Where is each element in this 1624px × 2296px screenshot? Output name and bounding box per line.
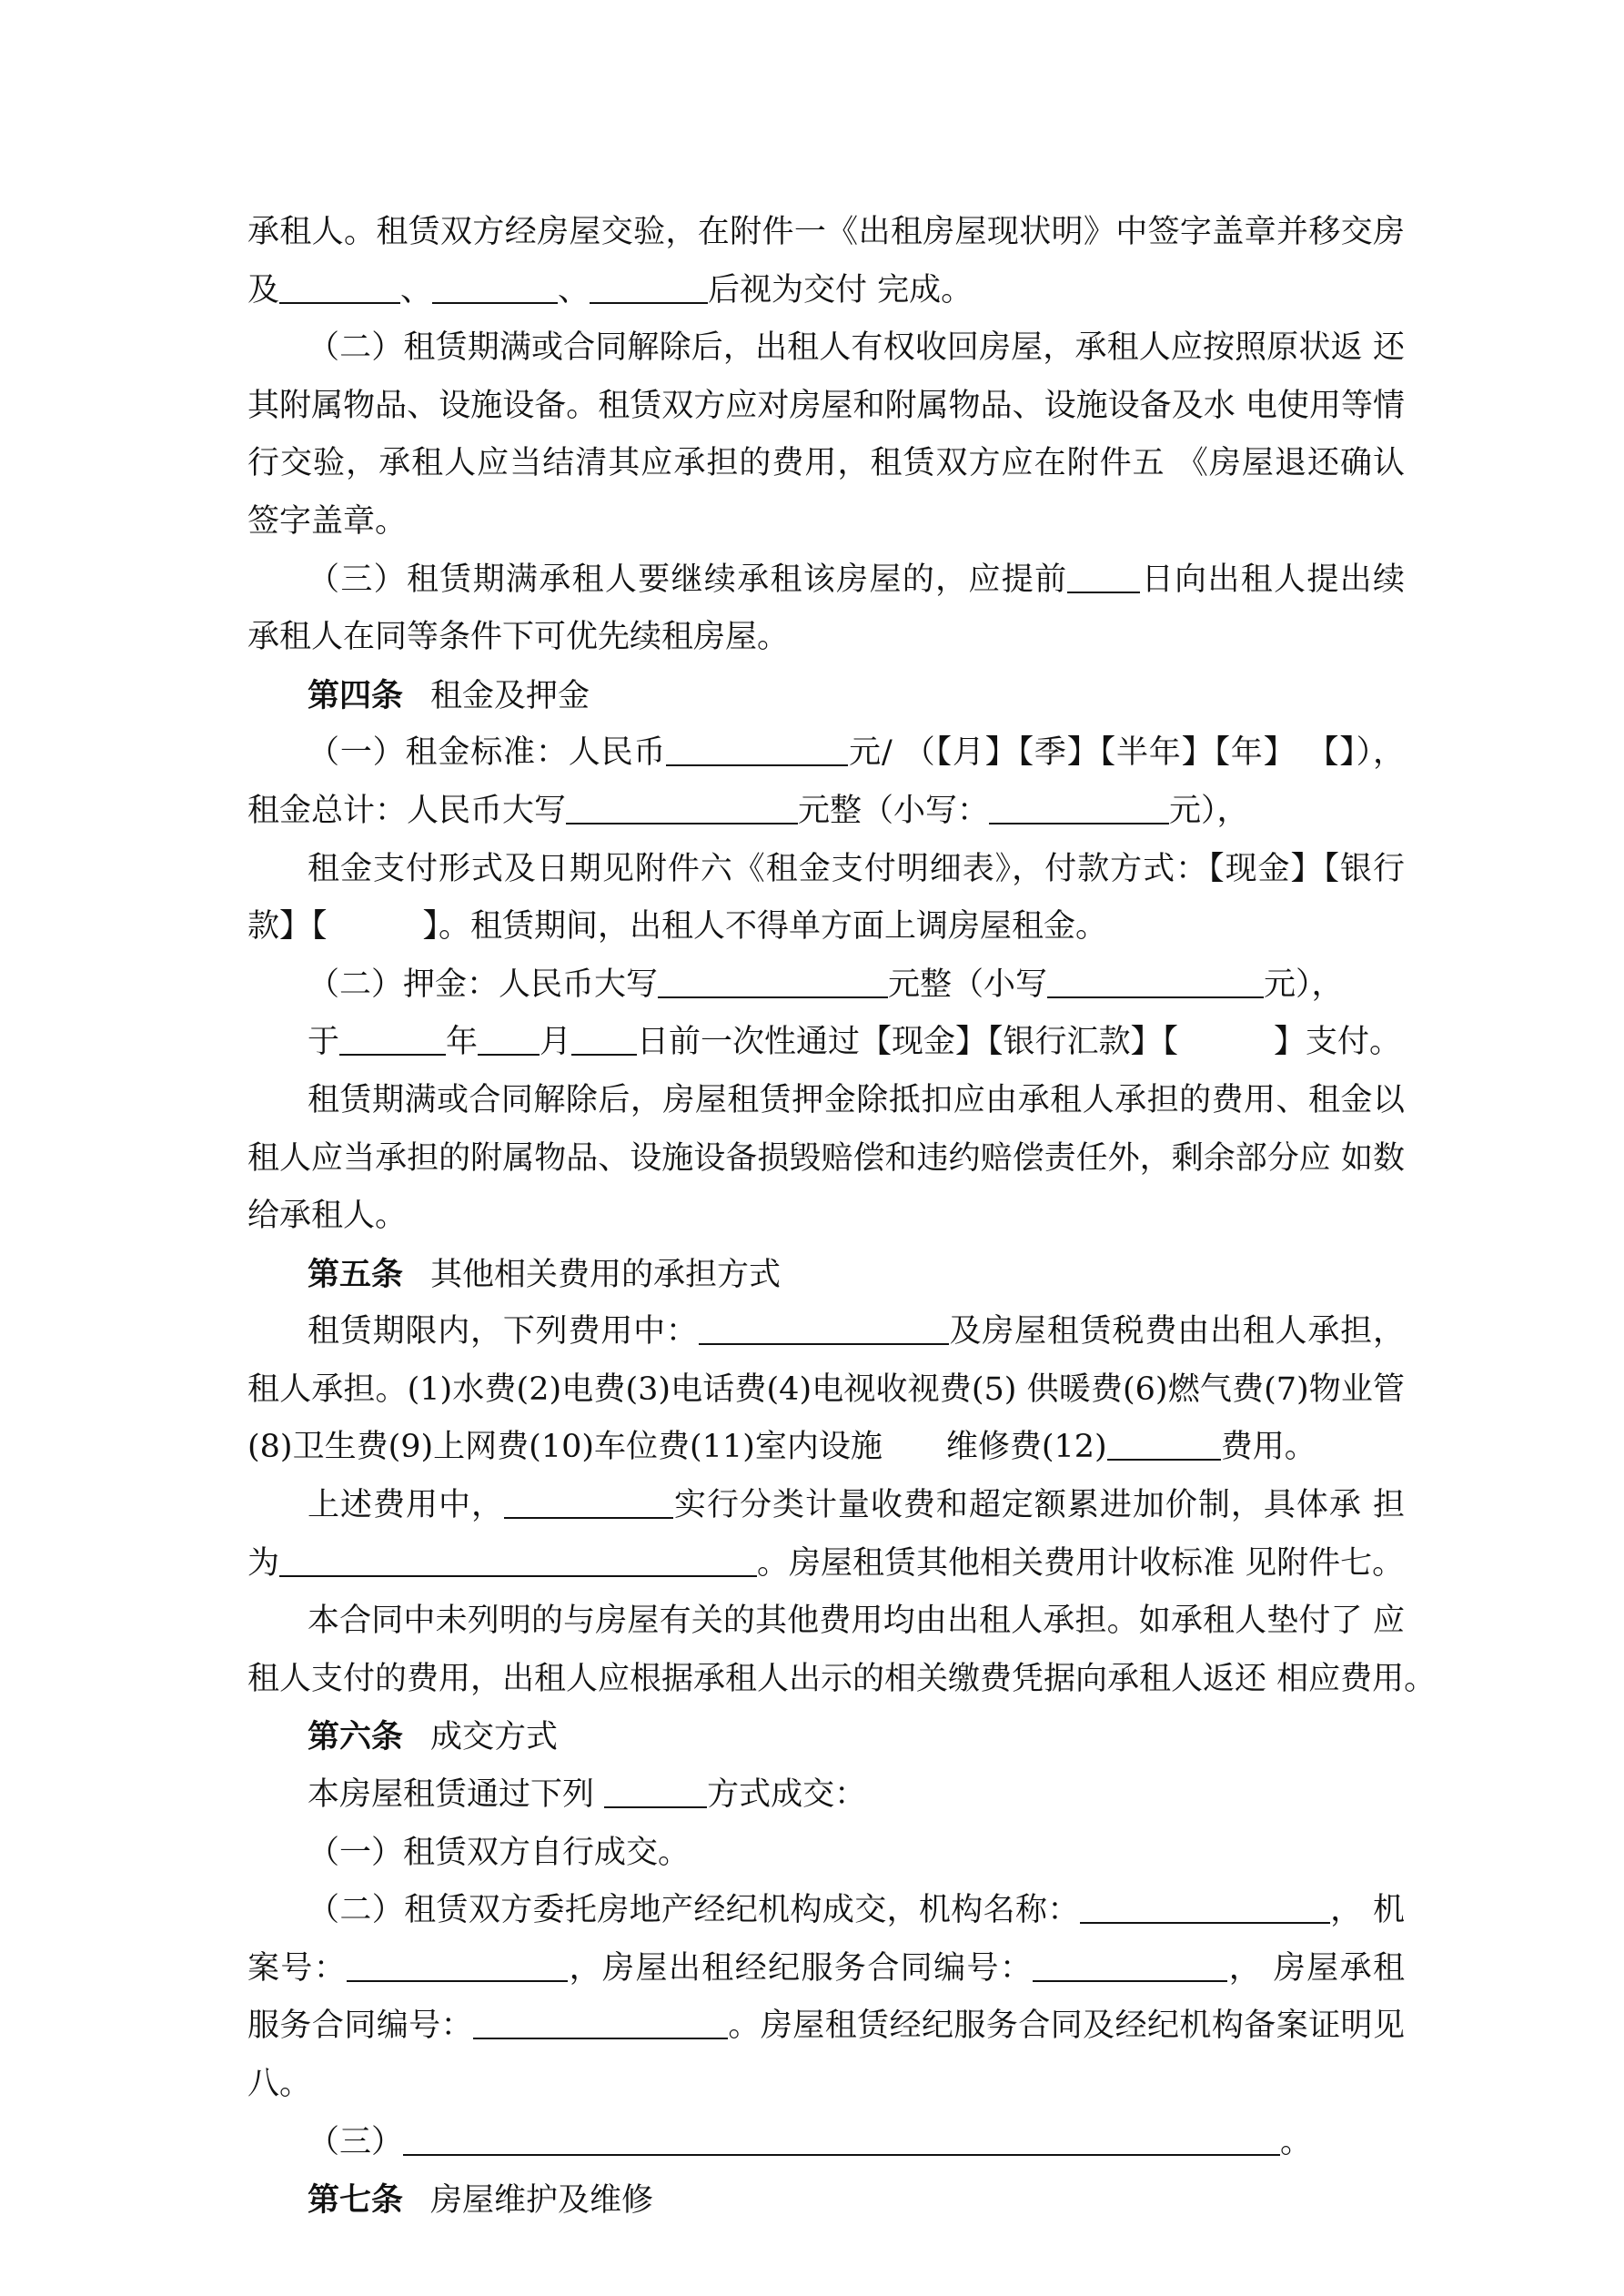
- text-line: [247, 378, 1405, 436]
- blank-field[interactable]: [1047, 966, 1264, 998]
- text: 案号：: [247, 1949, 348, 1987]
- article-number: 第五条: [308, 1255, 404, 1293]
- text-line: [247, 1766, 1405, 1825]
- text: 方式成交：: [707, 1776, 867, 1814]
- text: 给承租人。: [247, 1198, 408, 1235]
- text: 、: [558, 271, 590, 308]
- text-line: [247, 841, 1405, 899]
- text-line: [247, 1303, 1405, 1361]
- blank-field[interactable]: [571, 1023, 637, 1056]
- text: 租赁期限内，下列费用中：: [308, 1313, 699, 1350]
- blank-field[interactable]: [478, 1023, 540, 1056]
- text: 。房屋租赁经纪服务合同及经纪机构备案证明见: [728, 2008, 1405, 2045]
- text: （二）租赁期满或合同解除后，出租人有权收回房屋，承租人应按照原状返 还: [308, 329, 1405, 367]
- article-number: 第六条: [308, 1718, 404, 1756]
- article-number: 第七条: [308, 2181, 404, 2220]
- text: 租赁期满或合同解除后，房屋租赁押金除抵扣应由承租人承担的费用、租金以: [308, 1081, 1405, 1118]
- text-line: [247, 551, 1405, 610]
- text-line: [247, 2114, 1405, 2172]
- text-line: [247, 262, 1405, 320]
- text: 上述费用中，: [308, 1487, 504, 1524]
- text: 承租人。租赁双方经房屋交验，在附件一《出租房屋现状明》中签字盖章并移交房: [247, 214, 1405, 250]
- blank-field[interactable]: [590, 271, 708, 304]
- article-heading: [247, 1246, 1405, 1304]
- text: 款】【 】。租赁期间，出租人不得单方面上调房屋租金。: [247, 908, 1108, 946]
- blank-field[interactable]: [1067, 561, 1140, 593]
- text: 租人承担。(1)水费(2)电费(3)电话费(4)电视收视费(5) 供暖费(6)燃气费(7)物业管: [247, 1371, 1405, 1408]
- article-heading: [247, 2171, 1405, 2230]
- text: 元/ （【月】【季】【半年】【年】 【】），: [848, 734, 1405, 772]
- text: （一）租金标准：人民币: [308, 734, 667, 772]
- text-line: [247, 1998, 1405, 2056]
- text: 元整（小写：: [798, 792, 990, 829]
- text-line: [247, 1014, 1405, 1072]
- blank-field[interactable]: [1107, 1428, 1221, 1461]
- text: （二）租赁双方委托房地产经纪机构成交，机构名称：: [308, 1892, 1080, 1929]
- text-line: [247, 1419, 1405, 1477]
- text: 元），: [1264, 966, 1344, 1003]
- text: 日前一次性通过【现金】【银行汇款】【 】支付。: [637, 1024, 1402, 1061]
- article-title: 租金及押金: [430, 677, 590, 714]
- text-line: [247, 319, 1405, 378]
- article-heading: [247, 667, 1405, 725]
- text-line: [247, 1882, 1405, 1940]
- text: 行交验，承租人应当结清其应承担的费用，租赁双方应在附件五 《房屋退还确认: [247, 445, 1405, 482]
- text: （三）: [308, 2123, 404, 2160]
- blank-field[interactable]: [1033, 1949, 1227, 1982]
- blank-field[interactable]: [699, 1312, 949, 1345]
- text: 实行分类计量收费和超定额累进加价制，具体承 担: [672, 1487, 1405, 1524]
- text: ， 房屋承租: [1227, 1949, 1405, 1987]
- text: 日向出租人提出续: [1140, 561, 1405, 598]
- text-line: [247, 783, 1405, 841]
- blank-field[interactable]: [1080, 1891, 1330, 1924]
- text-line: [247, 609, 1405, 667]
- blank-field[interactable]: [604, 1775, 707, 1808]
- text: 元整（小写: [888, 966, 1048, 1003]
- blank-field[interactable]: [279, 271, 400, 304]
- blank-field[interactable]: [432, 271, 558, 304]
- article-heading: [247, 1708, 1405, 1766]
- text: 元），: [1169, 792, 1249, 829]
- text: 服务合同编号：: [247, 2008, 473, 2045]
- text-line: [247, 1130, 1405, 1188]
- text-line: [247, 1825, 1405, 1883]
- article-title: 其他相关费用的承担方式: [430, 1256, 782, 1293]
- text-line: [247, 1477, 1405, 1535]
- blank-field[interactable]: [566, 792, 798, 824]
- text: 租金支付形式及日期见附件六《租金支付明细表》，付款方式：【现金】【银行: [308, 850, 1405, 887]
- article-number: 第四条: [308, 676, 404, 714]
- text-line: [247, 493, 1405, 551]
- blank-field[interactable]: [658, 966, 888, 998]
- blank-field[interactable]: [339, 1023, 446, 1056]
- text: 签字盖章。: [247, 502, 408, 540]
- text: 于: [308, 1024, 340, 1061]
- text: 月: [540, 1024, 572, 1061]
- text: （二）押金：人民币大写: [308, 966, 659, 1003]
- text: 及: [247, 271, 280, 308]
- text-line: [247, 2056, 1405, 2114]
- text: 、: [400, 271, 433, 308]
- text: 本房屋租赁通过下列: [308, 1776, 605, 1814]
- text-line: [247, 956, 1405, 1015]
- blank-field[interactable]: [347, 1949, 568, 1982]
- blank-field[interactable]: [989, 792, 1169, 824]
- text: (8)卫生费(9)上网费(10)车位费(11)室内设施 维修费(12): [247, 1429, 1107, 1466]
- blank-field[interactable]: [666, 733, 848, 766]
- text: （一）租赁双方自行成交。: [308, 1834, 691, 1871]
- text: 租人支付的费用，出租人应根据承租人出示的相关缴费凭据向承租人返还 相应费用。: [247, 1660, 1437, 1697]
- text-line: [247, 1651, 1437, 1709]
- text: （三）租赁期满承租人要继续承租该房屋的，应提前: [308, 561, 1068, 598]
- text: 租金总计：人民币大写: [247, 792, 567, 829]
- text: 八。: [247, 2066, 312, 2102]
- text: 及房屋租赁税费由出租人承担，: [948, 1313, 1405, 1350]
- blank-field[interactable]: [279, 1544, 757, 1577]
- blank-field[interactable]: [504, 1486, 673, 1519]
- text-line: [247, 204, 1405, 262]
- text: 本合同中未列明的与房屋有关的其他费用均由出租人承担。如承租人垫付了 应: [308, 1603, 1405, 1640]
- text-line: [247, 1072, 1405, 1130]
- text-line: [247, 1188, 1405, 1246]
- text-line: [247, 1940, 1405, 1998]
- text: 其附属物品、设施设备。租赁双方应对房屋和附属物品、设施设备及水 电使用等情: [247, 387, 1405, 424]
- text: 承租人在同等条件下可优先续租房屋。: [247, 619, 790, 656]
- text: 。: [1280, 2123, 1313, 2160]
- text: ，房屋出租经纪服务合同编号：: [568, 1949, 1034, 1987]
- text: 费用。: [1220, 1429, 1316, 1466]
- text-line: [247, 898, 1405, 956]
- blank-field[interactable]: [403, 2123, 1280, 2156]
- text: 。房屋租赁其他相关费用计收标准 见附件七。: [757, 1544, 1405, 1582]
- text-line: [247, 435, 1405, 493]
- text-line: [247, 724, 1405, 783]
- text: 为: [247, 1544, 280, 1582]
- text-line: [247, 1535, 1405, 1593]
- text: ， 机: [1329, 1892, 1405, 1929]
- article-title: 房屋维护及维修: [430, 2182, 654, 2220]
- text: 后视为交付 完成。: [708, 271, 973, 308]
- text-line: [247, 1361, 1405, 1420]
- blank-field[interactable]: [473, 2007, 728, 2039]
- text: 年: [446, 1024, 479, 1061]
- article-title: 成交方式: [430, 1719, 559, 1756]
- text-line: [247, 1593, 1405, 1651]
- text: 租人应当承担的附属物品、设施设备损毁赔偿和违约赔偿责任外，剩余部分应 如数: [247, 1139, 1405, 1177]
- document-page: [247, 204, 1437, 2230]
